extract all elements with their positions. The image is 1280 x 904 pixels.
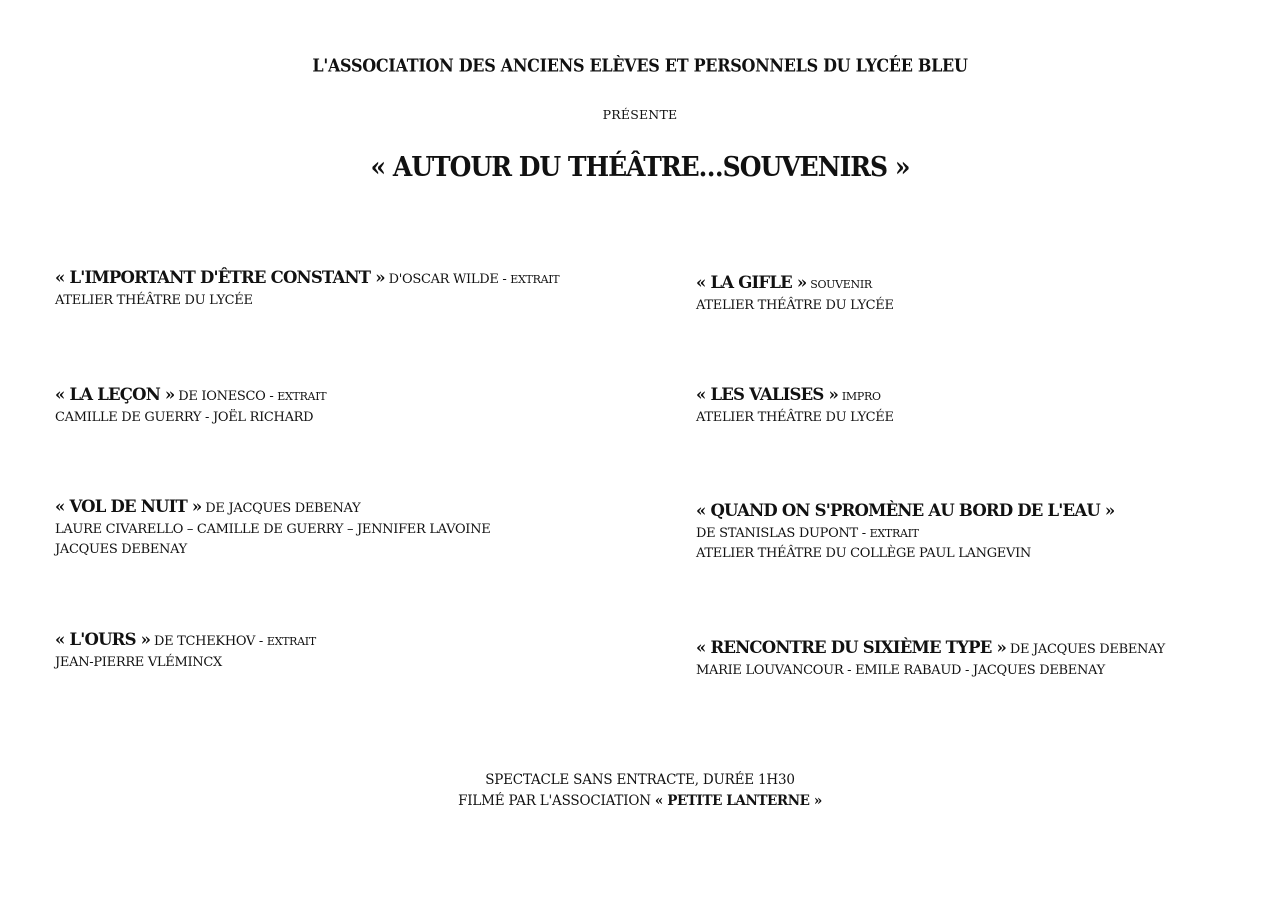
filmed-by-association: « PETITE LANTERNE »: [654, 792, 822, 809]
program-item-la-gifle: [696, 273, 1256, 316]
item-author: D'OSCAR WILDE -: [388, 272, 511, 287]
program-item-l-ours: [55, 630, 615, 673]
item-cast: ATELIER THÉÂTRE DU LYCÉE: [696, 297, 894, 313]
program-item-important-constant: [55, 268, 615, 311]
program-item-la-lecon: [55, 385, 615, 428]
item-cast: ATELIER THÉÂTRE DU LYCÉE: [696, 409, 894, 425]
item-note: IMPRO: [841, 390, 881, 403]
item-title: « LES VALISES »: [696, 385, 839, 404]
item-author: DE STANISLAS DUPONT -: [696, 525, 870, 541]
show-title: « AUTOUR DU THÉÂTRE…SOUVENIRS »: [370, 150, 910, 183]
item-title: « VOL DE NUIT »: [55, 497, 202, 516]
presents-label: PRÉSENTE: [602, 107, 678, 122]
item-title: « QUAND ON S'PROMÈNE AU BORD DE L'EAU »: [696, 501, 1115, 520]
item-note: EXTRAIT: [869, 526, 919, 540]
item-author: DE JACQUES DEBENAY: [1009, 642, 1165, 657]
item-note: EXTRAIT: [510, 273, 560, 286]
item-cast: ATELIER THÉÂTRE DU COLLÈGE PAUL LANGEVIN: [696, 546, 1031, 561]
item-cast: CAMILLE DE GUERRY - JOËL RICHARD: [55, 409, 314, 425]
footer: [0, 770, 1280, 811]
item-title: « LA LEÇON »: [55, 385, 175, 404]
show-duration: SPECTACLE SANS ENTRACTE, DURÉE 1H30: [485, 772, 795, 788]
item-note: SOUVENIR: [810, 278, 872, 291]
item-cast: ATELIER THÉÂTRE DU LYCÉE: [55, 292, 253, 308]
program-item-quand-on-se-promene: [696, 501, 1256, 565]
item-cast: MARIE LOUVANCOUR - EMILE RABAUD - JACQUES DEBENAY: [696, 662, 1105, 678]
item-note: EXTRAIT: [266, 635, 316, 648]
filmed-by: [0, 791, 1280, 812]
program-item-vol-de-nuit: [55, 497, 615, 561]
item-title: « LA GIFLE »: [696, 273, 807, 292]
item-cast: LAURE CIVARELLO – CAMILLE DE GUERRY – JENNIFER LAVOINE: [55, 521, 491, 537]
item-cast: JACQUES DEBENAY: [55, 542, 187, 557]
item-title: « L'IMPORTANT D'ÊTRE CONSTANT »: [55, 268, 385, 287]
item-author: DE TCHEKHOV -: [154, 634, 267, 649]
item-author: DE IONESCO -: [178, 389, 278, 404]
item-note: EXTRAIT: [277, 390, 327, 403]
program-item-rencontre-sixieme-type: [696, 638, 1256, 681]
organization-heading: L'ASSOCIATION DES ANCIENS ELÈVES ET PERSONNELS DU LYCÉE BLEU: [312, 55, 968, 76]
item-title: « L'OURS »: [55, 630, 151, 649]
item-author: DE JACQUES DEBENAY: [205, 501, 361, 516]
filmed-by-prefix: FILMÉ PAR L'ASSOCIATION: [458, 792, 655, 809]
item-cast: JEAN-PIERRE VLÉMINCX: [55, 654, 222, 670]
program-item-les-valises: [696, 385, 1256, 428]
item-title: « RENCONTRE DU SIXIÈME TYPE »: [696, 638, 1006, 657]
